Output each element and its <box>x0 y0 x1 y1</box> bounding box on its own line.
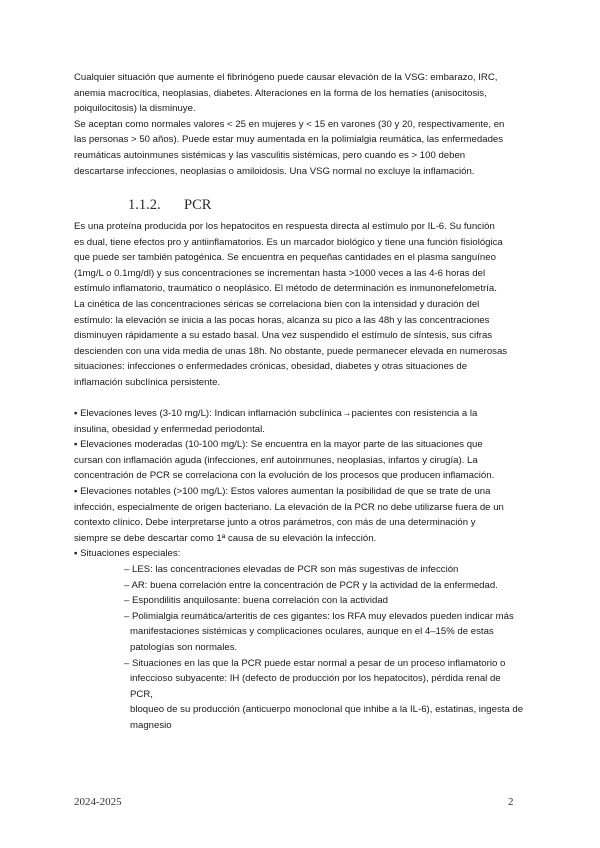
text-line: inflamación subclínica persistente. <box>74 376 221 388</box>
list-item-continuation: manifestaciones sistémicas y complicaciones oculares, aunque en el 4–15% de estas <box>130 626 494 638</box>
text-line: infección, especialmente de origen bacteriano. La elevación de la PCR no debe utilizarse fuera de un <box>74 501 504 513</box>
text-line: descienden con una vida media de unas 18h. No obstante, puede permanecer elevada en numerosas <box>74 345 508 357</box>
vsg-paragraph <box>74 70 526 179</box>
text-line: ▪ Elevaciones leves (3-10 mg/L): Indican inflamación subclínica→pacientes con resistencia a la <box>74 408 478 419</box>
text-line: estímulo: la elevación se inicia a las pocas horas, alcanza su pico a las 48h y las concentraciones <box>74 314 490 326</box>
special-situations-list <box>74 562 526 734</box>
pcr-intro-paragraph <box>74 219 526 391</box>
section-number: 1.1.2. <box>128 197 161 213</box>
text-line: ▪ Situaciones especiales: <box>74 548 181 560</box>
text-line: anemia macrocítica, neoplasias, diabetes. Alteraciones en la forma de los hematíes (anisocitosis, <box>74 87 487 99</box>
text-line: concentración de PCR se correlaciona con la evolución de los procesos que producen inflamación. <box>74 470 495 482</box>
list-item: – Espondilitis anquilosante: buena correlación con la actividad <box>124 595 388 607</box>
list-item-continuation: infeccioso subyacente: IH (defecto de producción por los hepatocitos), pérdida renal de PCR, <box>130 673 501 700</box>
list-item-continuation: patologías son normales. <box>130 641 238 653</box>
text-line: siempre se debe descartar como 1ª causa de su elevación la infección. <box>74 532 377 544</box>
text-line: Cualquier situación que aumente el fibrinógeno puede causar elevación de la VSG: embarazo, IRC, <box>74 72 498 83</box>
text-line: es dual, tiene efectos pro y antiinflamatorios. Es un marcador biológico y tiene una función fisiológica <box>74 236 503 248</box>
text-line: reumáticas autoinmunes sistémicas y las vasculitis sistémicas, pero cuando es > 100 deben <box>74 149 466 161</box>
text-line: ▪ Elevaciones moderadas (10-100 mg/L): Se encuentra en la mayor parte de las situaciones que <box>74 439 483 451</box>
list-item: – Situaciones en las que la PCR puede estar normal a pesar de un proceso inflamatorio o <box>124 657 506 669</box>
text-line: insulina, obesidad y enfermedad periodontal. <box>74 423 265 435</box>
list-item: – AR: buena correlación entre la concentración de PCR y la actividad de la enfermedad. <box>124 579 498 591</box>
text-line: La cinética de las concentraciones séricas se correlaciona bien con la intensidad y duración del <box>74 298 480 310</box>
text-line: (1mg/L o 0.1mg/dl) y sus concentraciones se incrementan hasta >1000 veces a las 4-6 horas del <box>74 267 486 279</box>
elevation-bullet-list <box>74 406 526 562</box>
text-line: Es una proteína producida por los hepatocitos en respuesta directa al estímulo por IL-6. Su función <box>74 221 495 232</box>
text-line: poiquilocitosis) la disminuye. <box>74 103 196 115</box>
page-number: 2 <box>508 796 514 808</box>
text-line: contexto clínico. Debe interpretarse junto a otros parámetros, con más de una determinación y <box>74 517 476 529</box>
text-line: Se aceptan como normales valores < 25 en mujeres y < 15 en varones (30 y 20, respectivamente, en <box>74 118 505 130</box>
text-line: las personas > 50 años). Puede estar muy aumentada en la polimialgia reumática, las enfermedades <box>74 134 504 146</box>
text-line: disminuyen rápidamente a su estado basal. Una vez suspendido el estímulo de síntesis, sus cifras <box>74 330 493 342</box>
list-item-continuation: magnesio <box>130 719 172 731</box>
list-item: – LES: las concentraciones elevadas de PCR son más sugestivas de infección <box>124 564 459 575</box>
footer-year: 2024-2025 <box>74 796 122 808</box>
text-line: descartarse infecciones, neoplasias o amiloidosis. Una VSG normal no excluye la inflamación. <box>74 165 475 177</box>
section-heading <box>128 197 211 214</box>
section-title: PCR <box>184 197 212 213</box>
text-line: cursan con inflamación aguda (infecciones, enf autoinmunes, neoplasias, infartos y cirugía). La <box>74 454 478 466</box>
text-line: que puede ser también patogénica. Se encuentra en pequeñas cantidades en el plasma sanguíneo <box>74 252 496 264</box>
text-line: situaciones: infecciones o enfermedades crónicas, obesidad, diabetes y otras situaciones de <box>74 361 468 373</box>
list-item-continuation: bloqueo de su producción (anticuerpo monoclonal que inhibe a la IL-6), estatinas, ingesta de <box>130 704 524 716</box>
text-line: ▪ Elevaciones notables (>100 mg/L): Estos valores aumentan la posibilidad de que se trate de una <box>74 485 491 497</box>
list-item: – Polimialgia reumática/arteritis de ces gigantes: los RFA muy elevados pueden indicar más <box>124 610 514 622</box>
text-line: estímulo inflamatorio, traumático o neoplásico. El método de determinación es inmunonefelometría. <box>74 283 497 295</box>
